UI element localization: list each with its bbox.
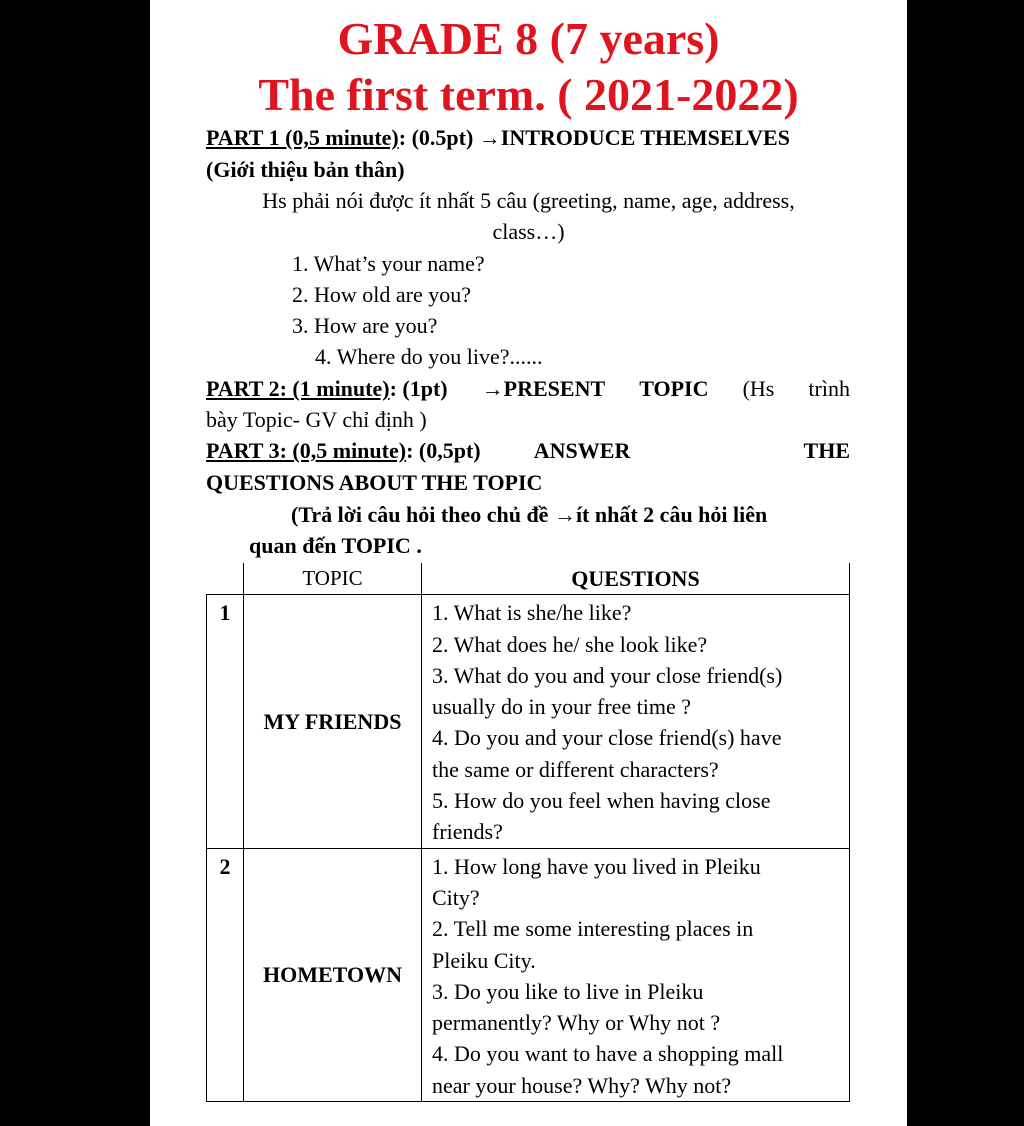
question-line: 3. What do you and your close friend(s): [432, 662, 783, 688]
part1-question: 2. How old are you?: [292, 282, 472, 307]
question-line: the same or different characters?: [432, 756, 719, 782]
part3-points: : (0,5pt): [406, 438, 481, 463]
part3-note-line1: (Trả lời câu hỏi theo chủ đề →ít nhất 2 câu hỏi liên: [291, 502, 768, 527]
part2-word: (Hs: [742, 376, 775, 401]
part3-line2: QUESTIONS ABOUT THE TOPIC: [206, 470, 543, 495]
part2-word: TOPIC: [639, 376, 709, 401]
question-line: 2. What does he/ she look like?: [432, 631, 708, 657]
part2-word: →PRESENT: [481, 376, 606, 401]
question-line: 1. What is she/he like?: [432, 600, 632, 626]
row-questions: [422, 595, 850, 848]
part2-points: : (1pt): [389, 376, 448, 401]
table-row: [207, 848, 850, 1101]
document-page: [150, 0, 907, 1126]
question-line: permanently? Why or Why not ?: [432, 1010, 721, 1036]
header-topic: TOPIC: [244, 563, 422, 595]
part1-rest: : (0.5pt) →INTRODUCE THEMSELVES: [398, 125, 790, 150]
row-number: 2: [207, 848, 244, 1101]
part3-word: THE: [803, 438, 850, 463]
question-line: 4. Do you and your close friend(s) have: [432, 725, 782, 751]
header-empty-cell: [207, 563, 244, 595]
part3-note-line2: quan đến TOPIC .: [249, 533, 422, 558]
question-line: Pleiku City.: [432, 947, 536, 973]
part1-subtitle: (Giới thiệu bản thân): [206, 157, 405, 182]
title-term: The first term. ( 2021-2022): [258, 69, 799, 120]
row-number: 1: [207, 595, 244, 848]
question-line: 5. How do you feel when having close: [432, 788, 771, 814]
part2-heading: [206, 374, 850, 404]
part1-desc-line2: class…): [492, 219, 565, 244]
row-topic: HOMETOWN: [244, 848, 422, 1101]
topic-questions-table: [206, 563, 850, 1102]
question-line: City?: [432, 884, 480, 910]
part1-label: PART 1 (0,5 minute): [206, 125, 399, 150]
row-questions: [422, 848, 850, 1101]
row-topic: MY FRIENDS: [244, 595, 422, 848]
table-header-row: [207, 563, 850, 595]
question-line: 1. How long have you lived in Pleiku: [432, 853, 761, 879]
question-line: near your house? Why? Why not?: [432, 1072, 732, 1098]
part3-heading: [206, 436, 850, 466]
question-line: 3. Do you like to live in Pleiku: [432, 978, 704, 1004]
table-row: [207, 595, 850, 848]
part2-line2: bày Topic- GV chỉ định ): [206, 407, 427, 432]
part1-question: 3. How are you?: [292, 313, 438, 338]
part1-question: 1. What’s your name?: [292, 251, 485, 276]
header-questions: QUESTIONS: [422, 563, 850, 595]
part2-label: PART 2: (1 minute): [206, 376, 390, 401]
question-line: usually do in your free time ?: [432, 694, 692, 720]
part3-label: PART 3: (0,5 minute): [206, 438, 407, 463]
question-line: 2. Tell me some interesting places in: [432, 916, 754, 942]
question-line: friends?: [432, 819, 503, 845]
question-line: 4. Do you want to have a shopping mall: [432, 1041, 784, 1067]
part1-question: 4. Where do you live?......: [315, 344, 543, 369]
part2-word: trình: [808, 376, 850, 401]
part1-desc-line1: Hs phải nói được ít nhất 5 câu (greeting, name, age, address,: [262, 188, 795, 213]
part3-word: ANSWER: [533, 438, 631, 463]
part1-heading: [206, 123, 790, 153]
title-grade: GRADE 8 (7 years): [337, 13, 720, 64]
